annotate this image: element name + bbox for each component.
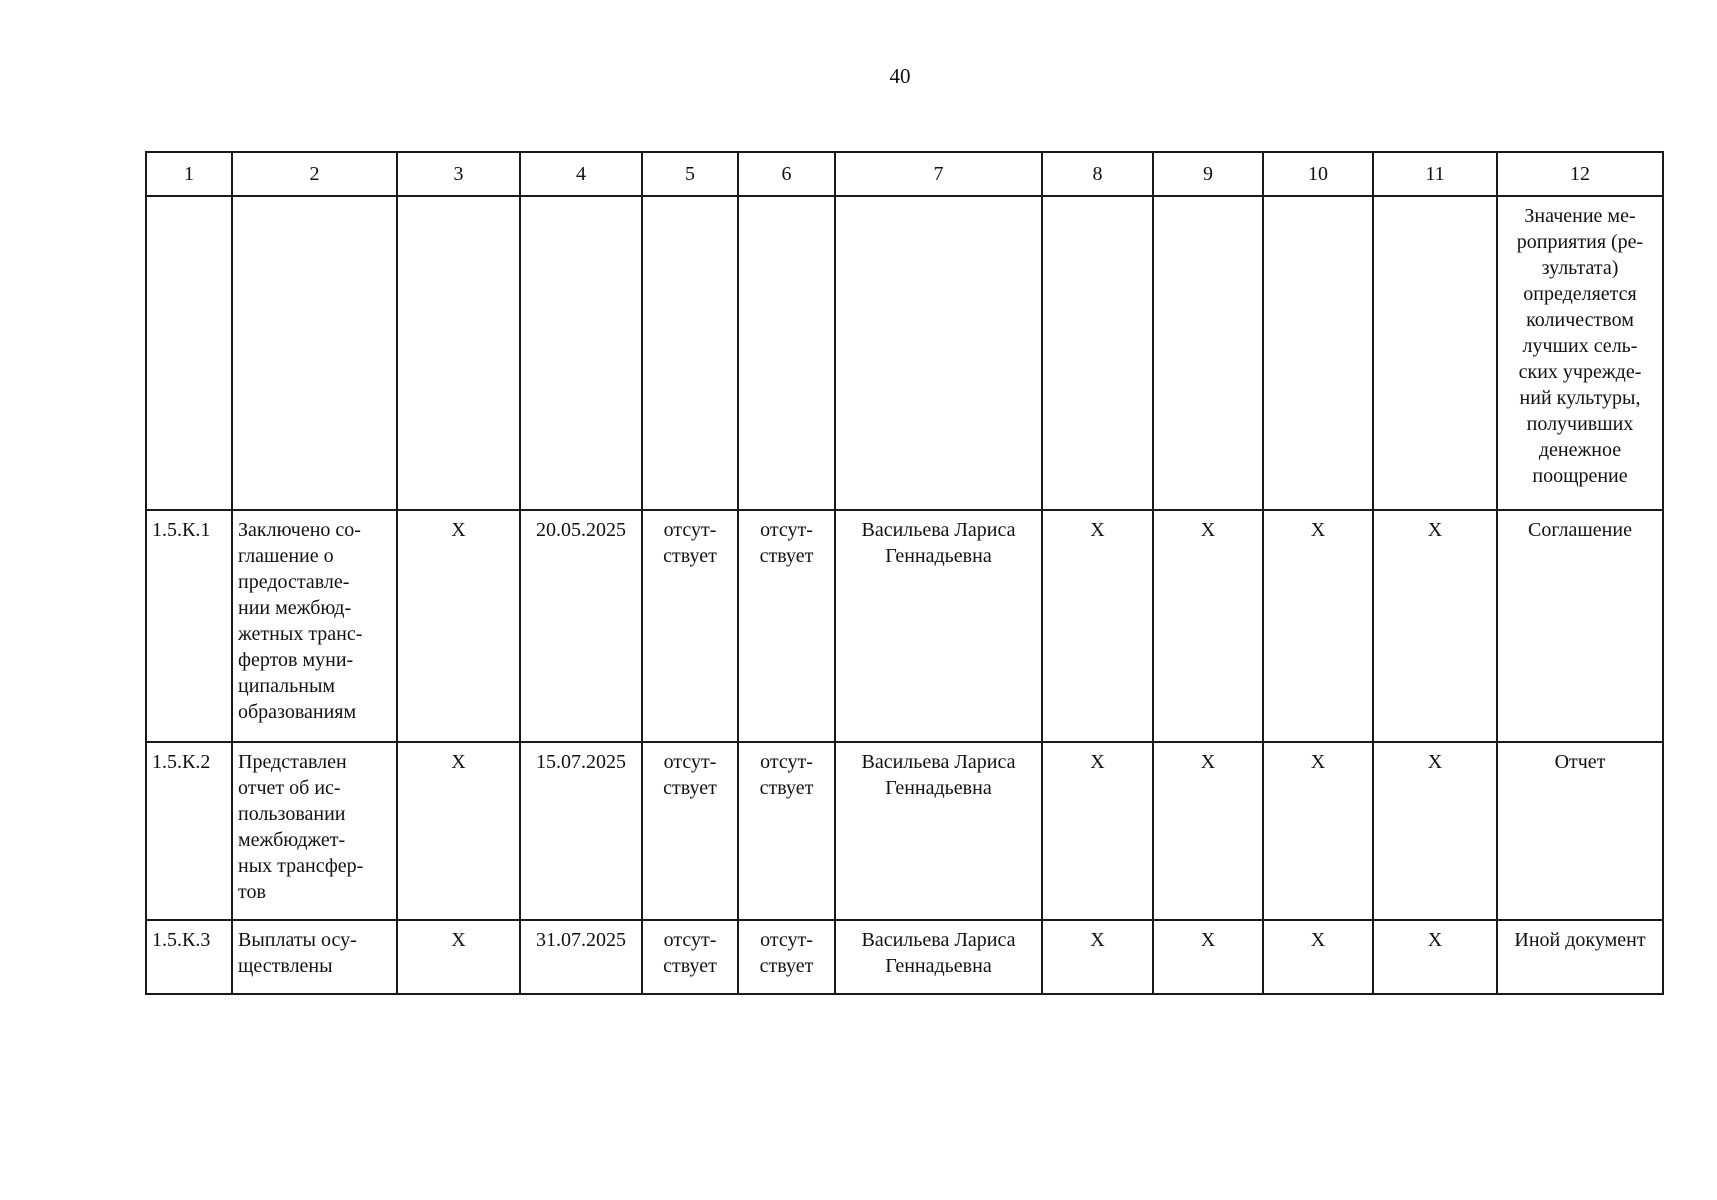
- table-row: [146, 920, 1663, 994]
- row-col10: Х: [1263, 920, 1373, 994]
- row-col11: Х: [1373, 920, 1497, 994]
- col-header-9: 9: [1153, 152, 1263, 196]
- row-name: Представлен отчет об ис- пользовании межбюджет- ных трансфер- тов: [232, 742, 397, 920]
- row-col8: Х: [1042, 510, 1153, 742]
- page-number: 40: [889, 64, 911, 88]
- row-responsible: Васильева Лариса Геннадьевна: [835, 510, 1042, 742]
- col-header-8: 8: [1042, 152, 1153, 196]
- row-col5: отсут- ствует: [642, 742, 738, 920]
- row-code: 1.5.К.1: [146, 510, 232, 742]
- row-col9: Х: [1153, 742, 1263, 920]
- col-header-5: 5: [642, 152, 738, 196]
- row-col6: отсут- ствует: [738, 742, 835, 920]
- table-cell: [835, 196, 1042, 510]
- row-code: 1.5.К.3: [146, 920, 232, 994]
- col-header-11: 11: [1373, 152, 1497, 196]
- row-name: Выплаты осу- ществлены: [232, 920, 397, 994]
- row-col11: Х: [1373, 510, 1497, 742]
- row-col5: отсут- ствует: [642, 920, 738, 994]
- table-cell: [1373, 196, 1497, 510]
- row-code: 1.5.К.2: [146, 742, 232, 920]
- col-header-4: 4: [520, 152, 642, 196]
- col-header-7: 7: [835, 152, 1042, 196]
- row-col8: Х: [1042, 742, 1153, 920]
- col-header-6: 6: [738, 152, 835, 196]
- row-document: Отчет: [1497, 742, 1663, 920]
- row-col6: отсут- ствует: [738, 920, 835, 994]
- table-cell: [738, 196, 835, 510]
- row-responsible: Васильева Лариса Геннадьевна: [835, 742, 1042, 920]
- row-responsible: Васильева Лариса Геннадьевна: [835, 920, 1042, 994]
- row-col10: Х: [1263, 510, 1373, 742]
- row-col9: Х: [1153, 920, 1263, 994]
- col-header-12: 12: [1497, 152, 1663, 196]
- table-cell: [642, 196, 738, 510]
- table-cell: [1153, 196, 1263, 510]
- row-col6: отсут- ствует: [738, 510, 835, 742]
- table-cell: [1263, 196, 1373, 510]
- table-cell: [520, 196, 642, 510]
- row-col11: Х: [1373, 742, 1497, 920]
- col-header-1: 1: [146, 152, 232, 196]
- row-col8: Х: [1042, 920, 1153, 994]
- intro-row: [146, 196, 1663, 510]
- row-document: Соглашение: [1497, 510, 1663, 742]
- table-cell: [232, 196, 397, 510]
- row-col3: Х: [397, 742, 520, 920]
- measures-table: [145, 151, 1664, 995]
- table-row: [146, 510, 1663, 742]
- row-col5: отсут- ствует: [642, 510, 738, 742]
- result-description: Значение ме- роприятия (ре- зультата) определяется количеством лучших сель- ских учрежде- ний культуры, получивших денежное поощрение: [1497, 196, 1663, 510]
- row-document: Иной документ: [1497, 920, 1663, 994]
- column-number-row: [146, 152, 1663, 196]
- col-header-3: 3: [397, 152, 520, 196]
- row-col3: Х: [397, 510, 520, 742]
- col-header-2: 2: [232, 152, 397, 196]
- table-cell: [1042, 196, 1153, 510]
- row-name: Заключено со- глашение о предоставле- нии межбюд- жетных транс- фертов муни- ципальным образованиям: [232, 510, 397, 742]
- table-cell: [397, 196, 520, 510]
- row-date: 20.05.2025: [520, 510, 642, 742]
- col-header-10: 10: [1263, 152, 1373, 196]
- row-date: 31.07.2025: [520, 920, 642, 994]
- row-col10: Х: [1263, 742, 1373, 920]
- table-row: [146, 742, 1663, 920]
- row-col3: Х: [397, 920, 520, 994]
- row-col9: Х: [1153, 510, 1263, 742]
- row-date: 15.07.2025: [520, 742, 642, 920]
- table-cell: [146, 196, 232, 510]
